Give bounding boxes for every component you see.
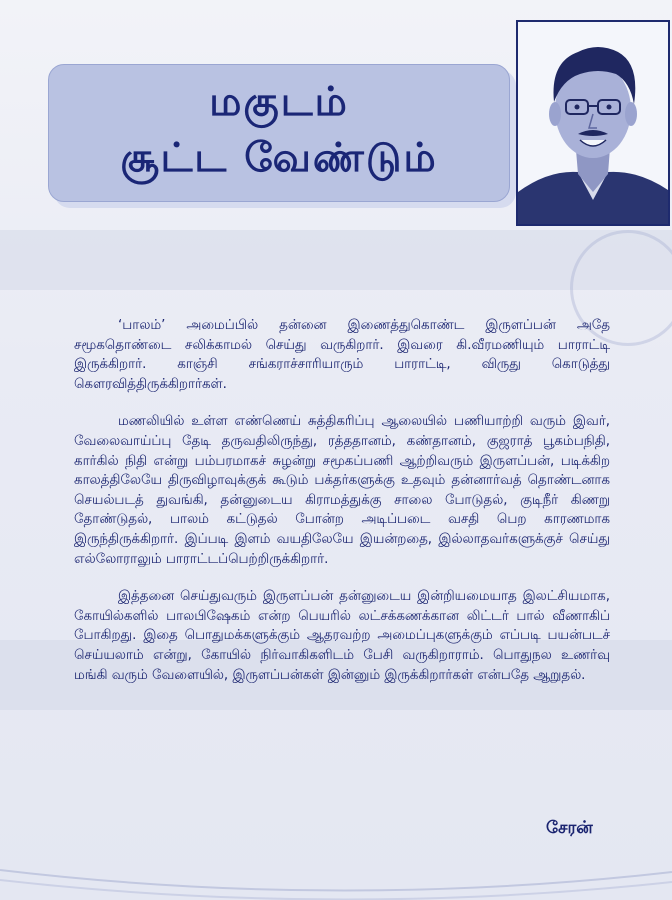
author-signature: சேரன் xyxy=(546,818,593,838)
article-body xyxy=(74,316,610,703)
page-curl-decoration xyxy=(0,850,672,900)
portrait-photo-icon xyxy=(518,22,668,224)
title-line-2: சூட்ட வேண்டும் xyxy=(120,135,438,181)
title-line-1: மகுடம் xyxy=(209,79,349,125)
article-paragraph-1: ‘பாலம்’ அமைப்பில் தன்னை இணைத்துகொண்ட இருளப்பன் அதே சமூகதொண்டை சலிக்காமல் செய்து வருகிறார். இவரை கி.வீரமணியும் பாராட்டி இருக்கிறார். காஞ்சி சங்கராச்சாரியாரும் பாராட்டி, விருது கொடுத்து கௌரவித்திருக்கிறார்கள். xyxy=(74,318,610,392)
article-paragraph-3: இத்தனை செய்துவரும் இருளப்பன் தன்னுடைய இன்றியமையாத இலட்சியமாக, கோயில்களில் பாலபிஷேகம் என்ற பெயரில் லட்சக்கணக்கான லிட்டர் பால் வீணாகிப் போகிறது. இதை பொதுமக்களுக்கும் ஆதரவற்ற அமைப்புகளுக்கும் எப்படி பயன்படச் செய்யலாம் என்று, கோயில் நிர்வாகிகளிடம் பேசி வருகிறாராம். பொதுநல உணர்வு மங்கி வரும் வேளையில், இருளப்பன்கள் இன்னும் இருக்கிறார்கள் என்பதே ஆறுதல். xyxy=(74,589,610,683)
article-paragraph-2: மணலியில் உள்ள எண்ணெய் சுத்திகரிப்பு ஆலையில் பணியாற்றி வரும் இவர், வேலைவாய்ப்பு தேடி தருவதிலிருந்து, ரத்ததானம், கண்தானம், குஜராத் பூகம்பநிதி, கார்கில் நிதி என்று பம்பரமாகச் சுழன்று சமூகப்பணி ஆற்றிவரும் இருளப்பன், படிக்கிற காலத்திலேயே திருவிழாவுக்குக் கூடும் பக்தர்களுக்கு உதவும் தன்னார்வத் தொண்டனாக செயல்படத் துவங்கி, தன்னுடைய கிராமத்துக்கு சாலை போடுதல், குடிநீர் கிணறு தோண்டுதல், பாலம் கட்டுதல் போன்ற அடிப்படை வசதி பெற காரணமாக இருந்திருக்கிறார். இப்படி இளம் வயதிலேயே இயன்றதை, இல்லாதவர்களுக்குச் செய்து எல்லோராலும் பாராட்டப்பெற்றிருக்கிறார். xyxy=(74,414,610,567)
author-photo xyxy=(516,20,670,226)
title-box xyxy=(48,64,510,202)
